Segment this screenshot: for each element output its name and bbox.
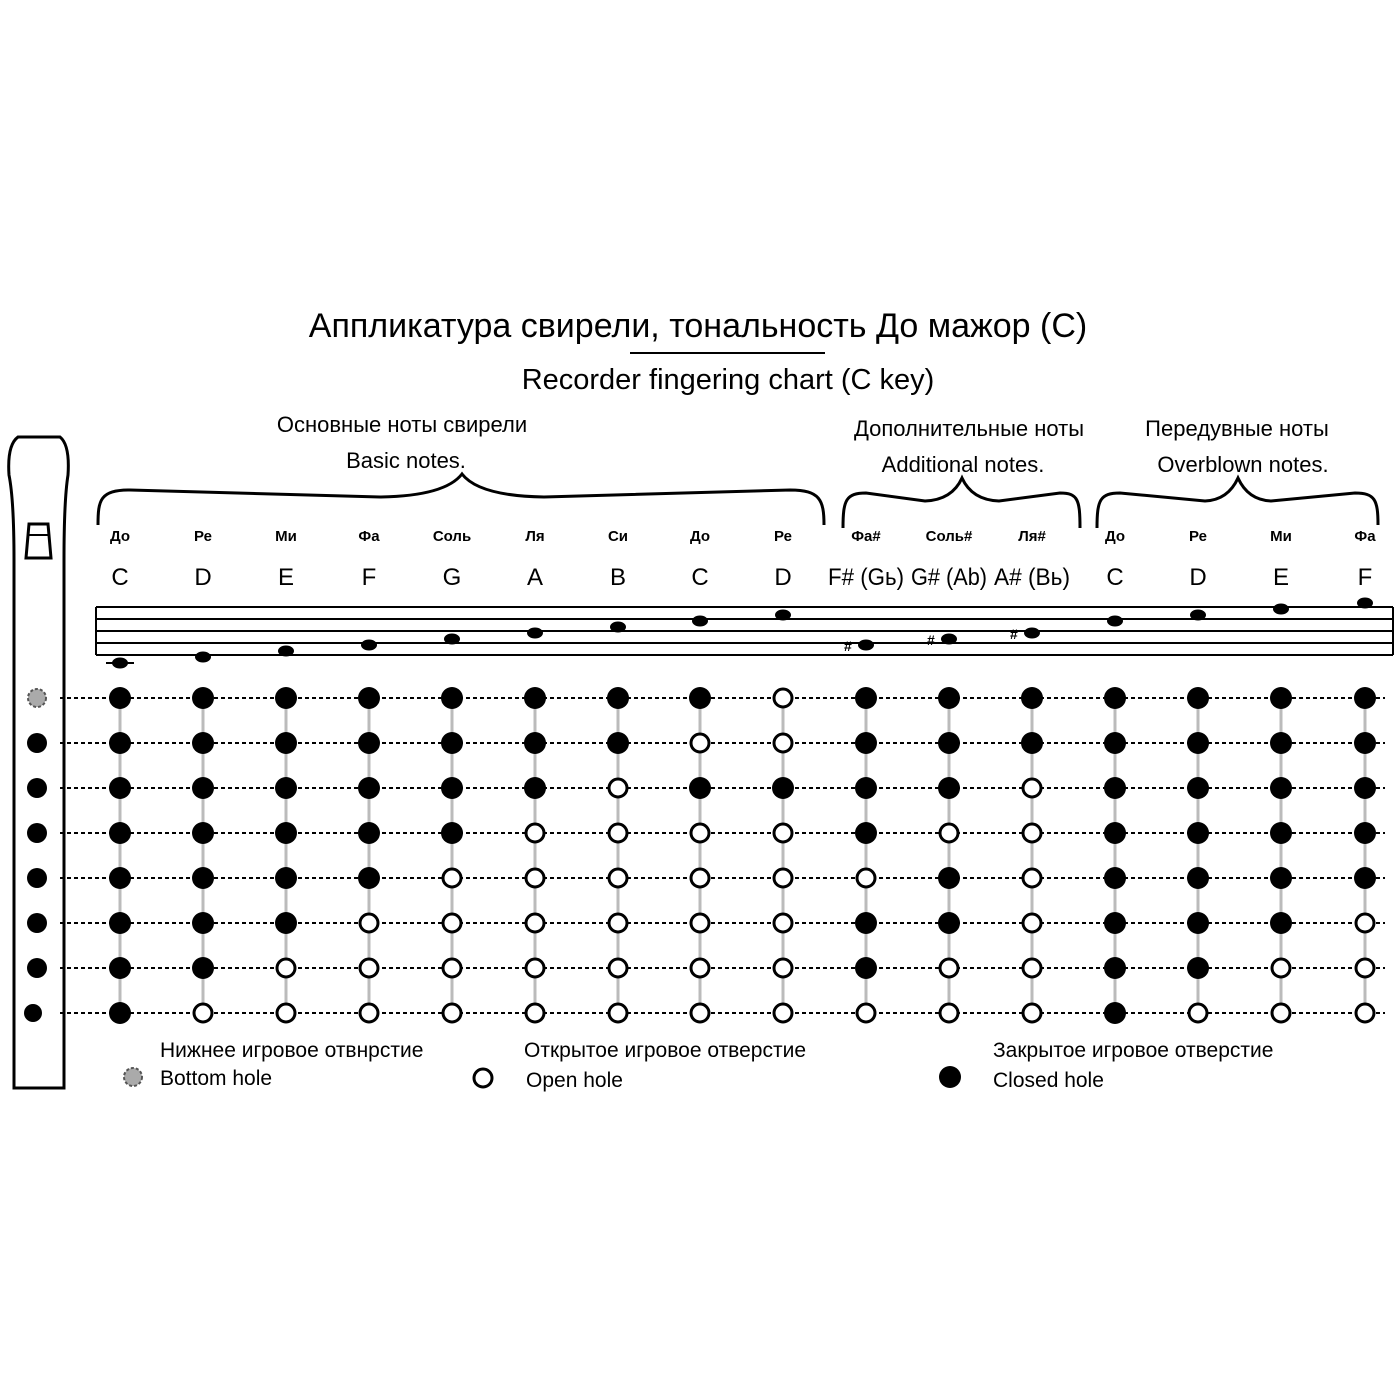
staff-note: [112, 658, 128, 669]
closed-hole-icon: [938, 867, 960, 889]
closed-hole-icon: [358, 687, 380, 709]
recorder-hole-icon: [27, 823, 47, 843]
note-letter: A: [526, 564, 544, 591]
closed-hole-icon: [855, 957, 877, 979]
closed-hole-icon: [938, 732, 960, 754]
note-solfege: Ля: [525, 528, 545, 545]
note-solfege: Ре: [774, 528, 792, 545]
note-letter: B: [609, 564, 627, 591]
legend-open-ru: Открытое игровое отверстие: [524, 1039, 806, 1062]
closed-hole-icon: [1270, 732, 1292, 754]
open-hole-icon: [774, 869, 792, 887]
closed-hole-icon: [939, 1066, 961, 1088]
open-hole-icon: [1356, 914, 1374, 932]
open-hole-icon: [1272, 1004, 1290, 1022]
note-column: [1270, 528, 1292, 1022]
closed-hole-icon: [1187, 732, 1209, 754]
closed-hole-icon: [1187, 777, 1209, 799]
closed-hole-icon: [275, 732, 297, 754]
closed-hole-icon: [358, 732, 380, 754]
staff-note: [1357, 598, 1373, 609]
note-column: [433, 528, 471, 1022]
note-letter: F: [1357, 564, 1373, 591]
note-letter: G: [442, 564, 462, 591]
sharp-sign: #: [1010, 626, 1018, 642]
open-hole-icon: [691, 914, 709, 932]
closed-hole-icon: [109, 957, 131, 979]
open-hole-icon: [360, 959, 378, 977]
closed-hole-icon: [441, 822, 463, 844]
note-column: [106, 528, 134, 1024]
note-solfege: Ля#: [1018, 528, 1046, 545]
note-column: [358, 528, 380, 1022]
staff-note: [1107, 616, 1123, 627]
open-hole-icon: [609, 914, 627, 932]
closed-hole-icon: [109, 687, 131, 709]
closed-hole-icon: [441, 777, 463, 799]
note-column: [275, 528, 297, 1022]
open-hole-icon: [277, 1004, 295, 1022]
legend-open-en: Open hole: [526, 1069, 623, 1092]
closed-hole-icon: [275, 687, 297, 709]
group-overblown-ru: Передувные ноты: [1145, 416, 1329, 441]
closed-hole-icon: [441, 687, 463, 709]
note-solfege: Ми: [1270, 528, 1292, 545]
note-solfege: Ми: [275, 528, 297, 545]
closed-hole-icon: [109, 912, 131, 934]
closed-hole-icon: [1104, 687, 1126, 709]
legend-open-hole: [474, 1039, 806, 1092]
open-hole-icon: [277, 959, 295, 977]
staff-note: [1273, 604, 1289, 615]
open-hole-icon: [526, 824, 544, 842]
closed-hole-icon: [855, 777, 877, 799]
recorder-hole-icon: [27, 868, 47, 888]
staff-note: [941, 634, 957, 645]
note-column: [1187, 528, 1209, 1022]
closed-hole-icon: [1104, 822, 1126, 844]
closed-hole-icon: [1354, 687, 1376, 709]
closed-hole-icon: [1270, 777, 1292, 799]
open-hole-icon: [1023, 779, 1041, 797]
closed-hole-icon: [358, 822, 380, 844]
closed-hole-icon: [1270, 912, 1292, 934]
group-basic-en: Basic notes.: [346, 448, 466, 473]
open-hole-icon: [691, 869, 709, 887]
closed-hole-icon: [689, 687, 711, 709]
title-ru: Аппликатура свирели, тональность До мажор (С): [308, 307, 1088, 345]
open-hole-icon: [857, 1004, 875, 1022]
note-column: [607, 528, 629, 1022]
note-solfege: До: [689, 528, 711, 545]
bottom-hole-icon: [124, 1068, 142, 1086]
note-column: [828, 528, 904, 1022]
open-hole-icon: [360, 1004, 378, 1022]
note-letter: A# (Bь): [994, 564, 1070, 591]
note-solfege: Фа: [1354, 528, 1376, 545]
open-hole-icon: [691, 1004, 709, 1022]
open-hole-icon: [609, 869, 627, 887]
note-column: [192, 528, 214, 1022]
closed-hole-icon: [358, 777, 380, 799]
closed-hole-icon: [192, 732, 214, 754]
closed-hole-icon: [1187, 822, 1209, 844]
open-hole-icon: [609, 779, 627, 797]
closed-hole-icon: [192, 687, 214, 709]
closed-hole-icon: [109, 777, 131, 799]
staff-note: [858, 640, 874, 651]
open-hole-icon: [940, 959, 958, 977]
note-column: [994, 528, 1070, 1022]
closed-hole-icon: [1104, 1002, 1126, 1024]
open-hole-icon: [443, 1004, 461, 1022]
recorder-window: [26, 524, 51, 558]
group-basic-ru: Основные ноты свирели: [276, 412, 528, 437]
closed-hole-icon: [1104, 957, 1126, 979]
closed-hole-icon: [192, 777, 214, 799]
closed-hole-icon: [441, 732, 463, 754]
closed-hole-icon: [275, 867, 297, 889]
note-column: [1354, 528, 1376, 1022]
brace-overblown: [1097, 478, 1378, 528]
note-column: [772, 528, 794, 1022]
group-additional-en: Additional notes.: [881, 452, 1045, 477]
hole-row-lines: [60, 698, 1385, 1013]
closed-hole-icon: [1354, 732, 1376, 754]
note-letter: C: [691, 564, 709, 591]
open-hole-icon: [691, 959, 709, 977]
note-letter: D: [194, 564, 212, 591]
open-hole-icon: [194, 1004, 212, 1022]
open-hole-icon: [774, 689, 792, 707]
open-hole-icon: [1023, 914, 1041, 932]
open-hole-icon: [526, 914, 544, 932]
note-letter: C: [111, 564, 129, 591]
note-letter: D: [774, 564, 792, 591]
group-additional-ru: Дополнительные ноты: [853, 416, 1085, 441]
open-hole-icon: [940, 1004, 958, 1022]
staff-note: [610, 622, 626, 633]
open-hole-icon: [1023, 824, 1041, 842]
open-hole-icon: [609, 824, 627, 842]
note-letter: C: [1106, 564, 1124, 591]
open-hole-icon: [360, 914, 378, 932]
staff-note: [195, 652, 211, 663]
staff-note: [361, 640, 377, 651]
closed-hole-icon: [1354, 822, 1376, 844]
open-hole-icon: [774, 824, 792, 842]
open-hole-icon: [609, 959, 627, 977]
open-hole-icon: [1023, 959, 1041, 977]
note-letter: F# (Gь): [828, 564, 904, 591]
legend-bottom-ru: Нижнее игровое отвнрстие: [160, 1039, 424, 1062]
open-hole-icon: [526, 869, 544, 887]
open-hole-icon: [474, 1069, 492, 1087]
open-hole-icon: [443, 914, 461, 932]
closed-hole-icon: [1104, 912, 1126, 934]
closed-hole-icon: [1104, 777, 1126, 799]
open-hole-icon: [1189, 1004, 1207, 1022]
closed-hole-icon: [1104, 867, 1126, 889]
legend-closed-hole: [939, 1039, 1273, 1092]
note-letter: D: [1189, 564, 1207, 591]
open-hole-icon: [940, 824, 958, 842]
brace-additional: [843, 478, 1080, 528]
closed-hole-icon: [1354, 867, 1376, 889]
note-column: [1104, 528, 1126, 1024]
closed-hole-icon: [855, 687, 877, 709]
open-hole-icon: [1023, 1004, 1041, 1022]
staff-note: [527, 628, 543, 639]
closed-hole-icon: [192, 957, 214, 979]
closed-hole-icon: [524, 777, 546, 799]
recorder-thumb-hole-icon: [28, 689, 46, 707]
open-hole-icon: [774, 1004, 792, 1022]
closed-hole-icon: [524, 687, 546, 709]
sharp-sign: #: [844, 638, 852, 654]
closed-hole-icon: [192, 912, 214, 934]
closed-hole-icon: [109, 822, 131, 844]
closed-hole-icon: [275, 822, 297, 844]
recorder-illustration: [9, 437, 69, 1088]
recorder-hole-icon: [27, 913, 47, 933]
note-solfege: Соль#: [925, 528, 973, 545]
note-letter: E: [1272, 564, 1290, 591]
open-hole-icon: [691, 824, 709, 842]
note-column: [911, 528, 987, 1022]
closed-hole-icon: [855, 912, 877, 934]
legend-closed-ru: Закрытое игровое отверстие: [993, 1039, 1274, 1062]
closed-hole-icon: [275, 912, 297, 934]
closed-hole-icon: [1021, 732, 1043, 754]
open-hole-icon: [857, 869, 875, 887]
staff-note: [692, 616, 708, 627]
staff-note: [1024, 628, 1040, 639]
closed-hole-icon: [1187, 867, 1209, 889]
closed-hole-icon: [1354, 777, 1376, 799]
sharp-sign: #: [927, 632, 935, 648]
closed-hole-icon: [607, 732, 629, 754]
closed-hole-icon: [938, 687, 960, 709]
closed-hole-icon: [1270, 867, 1292, 889]
open-hole-icon: [443, 869, 461, 887]
note-solfege: Соль: [432, 528, 472, 545]
closed-hole-icon: [1021, 687, 1043, 709]
note-column: [689, 528, 711, 1022]
closed-hole-icon: [109, 1002, 131, 1024]
closed-hole-icon: [1187, 687, 1209, 709]
closed-hole-icon: [192, 867, 214, 889]
open-hole-icon: [774, 959, 792, 977]
note-solfege: До: [109, 528, 131, 545]
note-letter: E: [277, 564, 295, 591]
title-en: Recorder fingering chart (C key): [521, 364, 935, 396]
staff-note: [775, 610, 791, 621]
closed-hole-icon: [772, 777, 794, 799]
open-hole-icon: [526, 959, 544, 977]
staff-note: [444, 634, 460, 645]
closed-hole-icon: [275, 777, 297, 799]
legend-closed-en: Closed hole: [993, 1069, 1104, 1092]
closed-hole-icon: [1187, 912, 1209, 934]
staff-note: [1190, 610, 1206, 621]
note-letter: F: [361, 564, 377, 591]
closed-hole-icon: [1270, 822, 1292, 844]
note-letter: G# (Ab): [911, 564, 987, 591]
recorder-hole-icon: [24, 1004, 42, 1022]
legend: [124, 1039, 1273, 1092]
open-hole-icon: [1272, 959, 1290, 977]
note-solfege: Ре: [1189, 528, 1207, 545]
note-columns: [106, 528, 1376, 1024]
closed-hole-icon: [855, 732, 877, 754]
recorder-hole-icon: [27, 958, 47, 978]
note-column: [524, 528, 546, 1022]
open-hole-icon: [443, 959, 461, 977]
open-hole-icon: [774, 914, 792, 932]
note-solfege: Фа#: [851, 528, 881, 545]
closed-hole-icon: [109, 867, 131, 889]
note-solfege: Фа: [358, 528, 380, 545]
closed-hole-icon: [1270, 687, 1292, 709]
note-solfege: Си: [607, 528, 629, 545]
recorder-hole-icon: [27, 778, 47, 798]
open-hole-icon: [1356, 1004, 1374, 1022]
closed-hole-icon: [109, 732, 131, 754]
closed-hole-icon: [938, 777, 960, 799]
open-hole-icon: [1023, 869, 1041, 887]
note-solfege: Ре: [194, 528, 212, 545]
closed-hole-icon: [938, 912, 960, 934]
closed-hole-icon: [524, 732, 546, 754]
brace-basic: [98, 474, 824, 525]
open-hole-icon: [609, 1004, 627, 1022]
closed-hole-icon: [1104, 732, 1126, 754]
closed-hole-icon: [1187, 957, 1209, 979]
open-hole-icon: [526, 1004, 544, 1022]
legend-bottom-hole: [124, 1039, 423, 1090]
legend-bottom-en: Bottom hole: [160, 1067, 273, 1090]
recorder-hole-icon: [27, 733, 47, 753]
note-solfege: До: [1104, 528, 1126, 545]
open-hole-icon: [1356, 959, 1374, 977]
closed-hole-icon: [607, 687, 629, 709]
closed-hole-icon: [855, 822, 877, 844]
staff-note: [278, 646, 294, 657]
closed-hole-icon: [192, 822, 214, 844]
open-hole-icon: [691, 734, 709, 752]
closed-hole-icon: [689, 777, 711, 799]
group-overblown-en: Overblown notes.: [1157, 452, 1329, 477]
open-hole-icon: [774, 734, 792, 752]
closed-hole-icon: [358, 867, 380, 889]
